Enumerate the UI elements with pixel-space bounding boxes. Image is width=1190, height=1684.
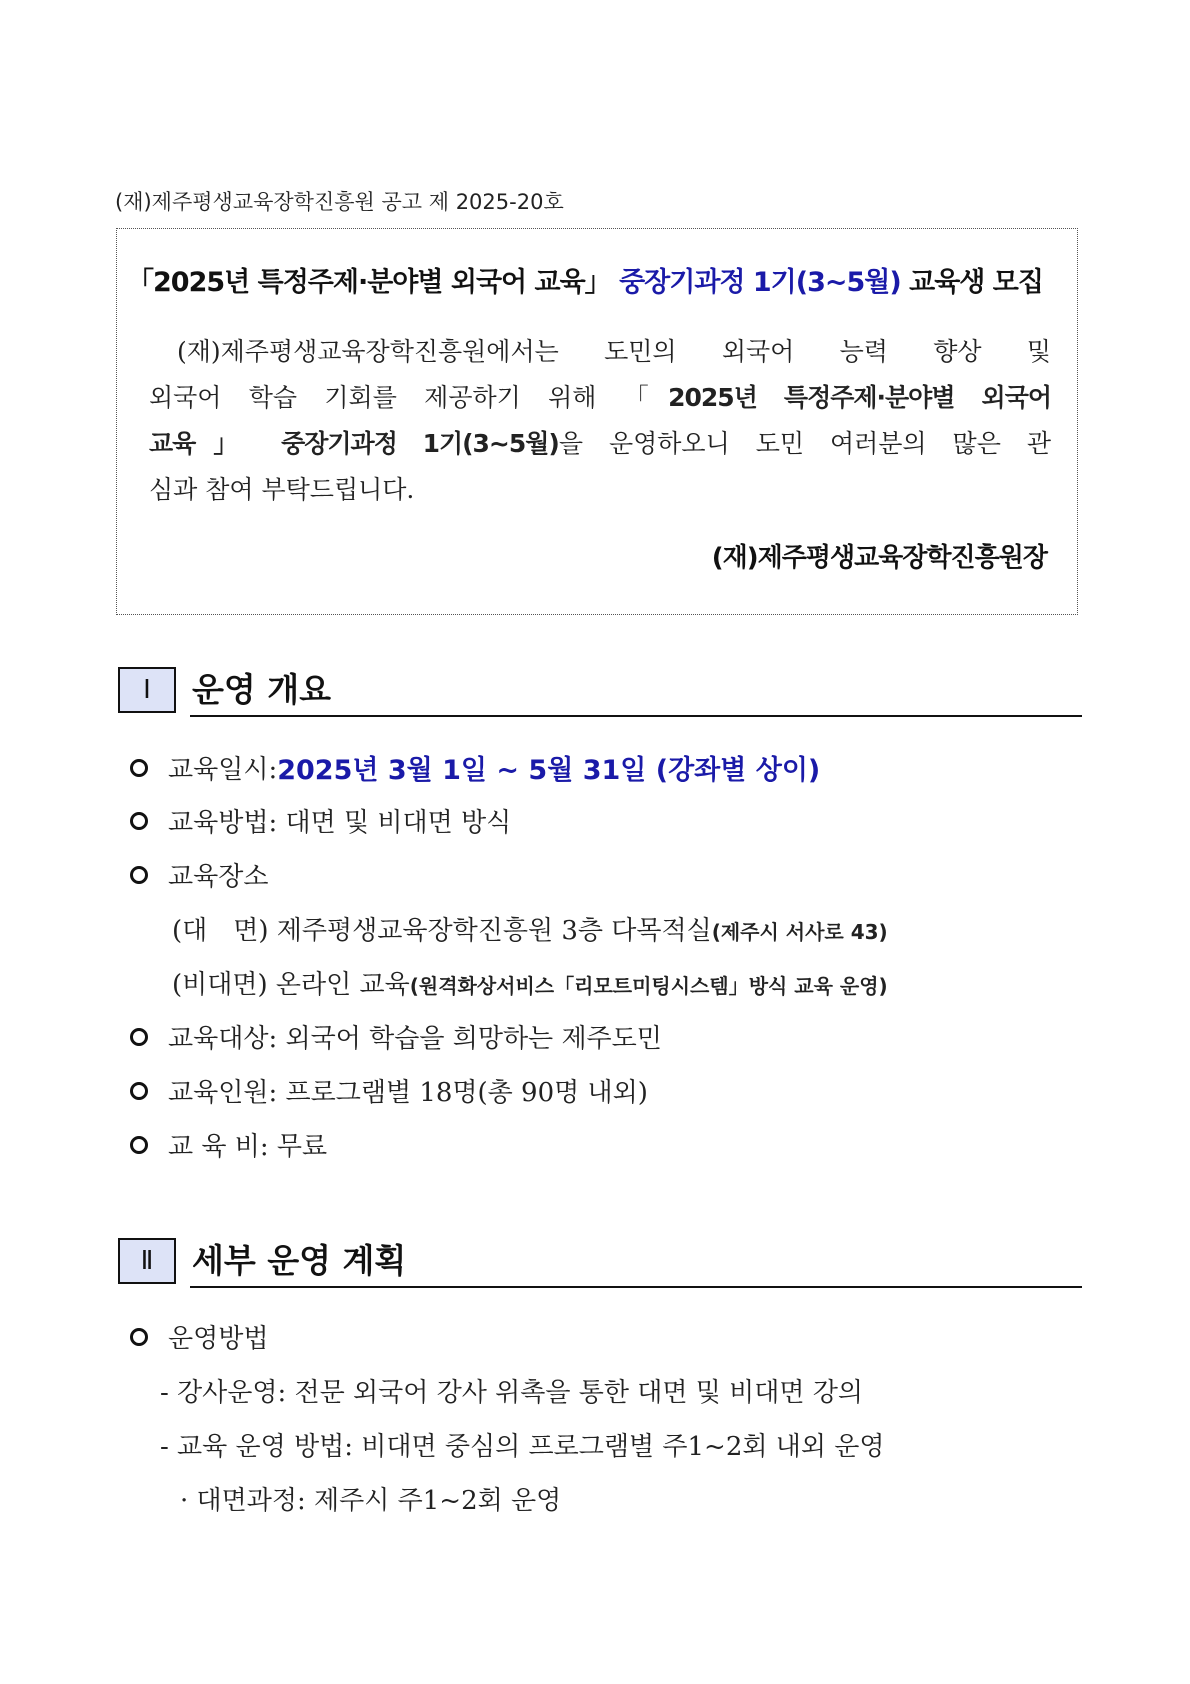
circle-bullet-icon: [130, 1136, 148, 1154]
circle-bullet-icon: [130, 866, 148, 884]
section-number: Ⅱ: [118, 1238, 176, 1284]
list-item-method: 교육방법: 대면 및 비대면 방식: [130, 802, 511, 839]
section-title: 운영 개요: [192, 670, 332, 709]
list-item-schedule: 교육일시: 2025년 3월 1일 ~ 5월 31일 (강좌별 상이): [130, 748, 820, 787]
section-rule: [190, 1286, 1082, 1288]
announcement-box: [116, 228, 1078, 615]
section-header-detail: [118, 1238, 1082, 1290]
announcement-body: (재)제주평생교육장학진흥원에서는 도민의 외국어 능력 향상 및 외국어 학습 기회를 제공하기 위해 「2025년 특정주제·분야별 외국어 교육」 중장기과정 1기(3~5월)을 운영하오니 도민 여러분의 많은 관 심과 참여 부탁드립니다.: [149, 337, 1051, 504]
list-item-venue: 교육장소: [130, 856, 268, 893]
list-item-target: 교육대상: 외국어 학습을 희망하는 제주도민: [130, 1018, 662, 1055]
section-number: Ⅰ: [118, 667, 176, 713]
dash-item-instructor: - 강사운영: 전문 외국어 강사 위촉을 통한 대면 및 비대면 강의: [160, 1378, 863, 1408]
circle-bullet-icon: [130, 759, 148, 777]
notice-number: (재)제주평생교육장학진흥원 공고 제 2025-20호: [115, 190, 564, 214]
venue-online: (비대면) 온라인 교육(원격화상서비스「리모트미팅시스템」방식 교육 운영): [172, 970, 888, 1000]
circle-bullet-icon: [130, 812, 148, 830]
title-highlight: 중장기과정 1기(3~5월): [619, 267, 901, 298]
announcement-title: 「2025년 특정주제·분야별 외국어 교육」 중장기과정 1기(3~5월) 교육생 모집: [127, 267, 1043, 298]
section-header-overview: [118, 667, 1082, 719]
circle-bullet-icon: [130, 1328, 148, 1346]
section-rule: [190, 715, 1082, 717]
circle-bullet-icon: [130, 1082, 148, 1100]
dash-item-method: - 교육 운영 방법: 비대면 중심의 프로그램별 주1~2회 내외 운영: [160, 1432, 885, 1462]
list-item-fee: 교 육 비: 무료: [130, 1126, 327, 1163]
signature: (재)제주평생교육장학진흥원장: [711, 543, 1047, 573]
circle-bullet-icon: [130, 1028, 148, 1046]
venue-offline: (대 면) 제주평생교육장학진흥원 3층 다목적실(제주시 서사로 43): [172, 916, 888, 946]
schedule-value: 2025년 3월 1일 ~ 5월 31일 (강좌별 상이): [277, 755, 821, 786]
list-item-operation: 운영방법: [130, 1318, 268, 1355]
dot-item-offline: · 대면과정: 제주시 주1~2회 운영: [180, 1486, 562, 1516]
section-title: 세부 운영 계획: [192, 1241, 407, 1280]
list-item-capacity: 교육인원: 프로그램별 18명(총 90명 내외): [130, 1072, 648, 1109]
